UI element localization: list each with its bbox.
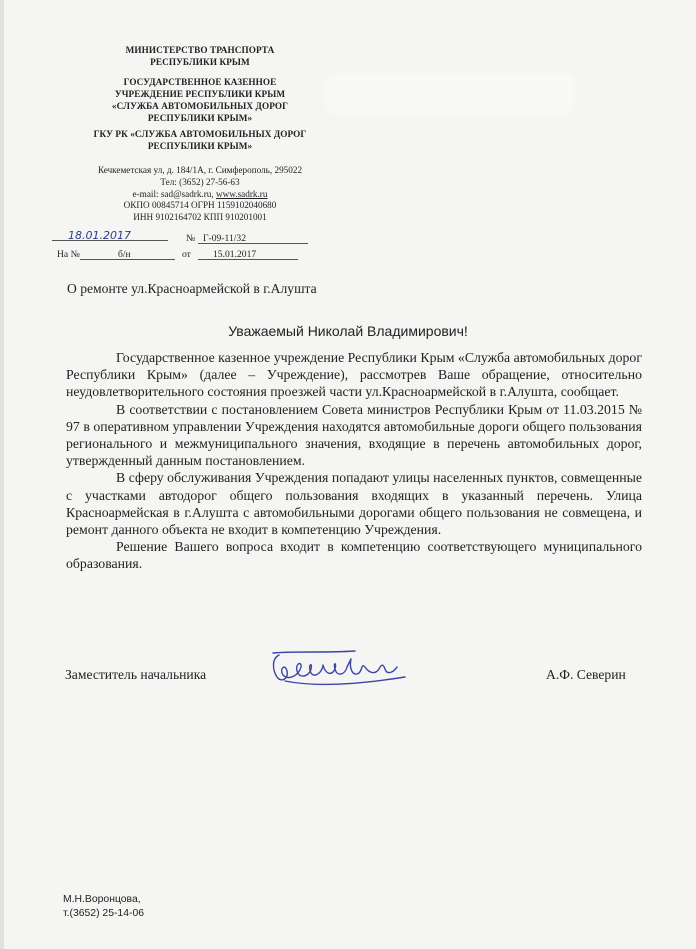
contact-block (55, 165, 345, 224)
in-reply-number: б/н (118, 249, 131, 260)
website-link[interactable]: www.sadrk.ru (216, 188, 268, 199)
codes: ОКПО 00845714 ОГРН 1159102040680 (123, 200, 277, 211)
signer-name: А.Ф. Северин (546, 667, 626, 682)
body-paragraph: Решение Вашего вопроса входит в компетенцию соответствующего муниципального образования. (66, 539, 642, 572)
executor-name: М.Н.Воронцова, (63, 894, 141, 905)
body-paragraph: В сферу обслуживания Учреждения попадают улицы населенных пунктов, совмещенные с участками автодорог общего пользования входящих в указанный перечень. Улица Красноармейская в г.Алушта с автомобильными дорогами общего пользования не совмещена, и ремонт данного объекта не входит в компетенцию Учреждения. (66, 470, 642, 538)
scan-edge (0, 0, 4, 949)
address: Кечкеметская ул, д. 184/1А, г. Симферополь, 295022 (97, 165, 303, 175)
institution-header (60, 76, 340, 124)
outgoing-number: Г-09-11/32 (203, 233, 247, 244)
ministry-line: РЕСПУБЛИКИ КРЫМ (150, 57, 250, 67)
ministry-line: МИНИСТЕРСТВО ТРАНСПОРТА (125, 45, 275, 55)
email: e-mail: sad@sadrk.ru, (132, 188, 216, 199)
institution-line: РЕСПУБЛИКИ КРЫМ» (147, 113, 253, 123)
from-label: от (182, 249, 191, 260)
short-name-line: ГКУ РК «СЛУЖБА АВТОМОБИЛЬНЫХ ДОРОГ (93, 129, 307, 139)
institution-line: ГОСУДАРСТВЕННОЕ КАЗЕННОЕ (123, 77, 277, 87)
phone: Тел: (3652) 27-56-63 (160, 176, 240, 187)
body-paragraph: В соответствии с постановлением Совета министров Республики Крым от 11.03.2015 № 97 в оперативном управлении Учреждения находятся автомобильные дороги общего пользования регионального и межмуниципального значения, входящие в перечень автомобильных дорог, утвержденный данным постановлением. (66, 401, 642, 469)
incoming-date: 15.01.2017 (213, 249, 257, 260)
signer-position: Заместитель начальника (65, 667, 207, 682)
redacted-recipient (330, 78, 570, 110)
inn: ИНН 9102164702 КПП 910201001 (133, 212, 267, 223)
in-reply-label: На № (57, 249, 80, 260)
greeting: Уважаемый Николай Владимирович! (228, 323, 468, 339)
handwritten-signature (265, 647, 415, 693)
short-name-line: РЕСПУБЛИКИ КРЫМ» (147, 141, 253, 151)
letter-body (66, 349, 642, 573)
institution-line: УЧРЕЖДЕНИЕ РЕСПУБЛИКИ КРЫМ (114, 89, 286, 99)
executor-phone: т.(3652) 25-14-06 (63, 908, 145, 919)
ministry-header (60, 44, 340, 68)
short-name-header (60, 128, 340, 152)
executor-block (63, 893, 144, 921)
email-line (55, 189, 345, 201)
number-label: № (186, 233, 196, 244)
handwritten-date: 18.01.2017 (68, 229, 131, 242)
letter-subject: О ремонте ул.Красноармейской в г.Алушта (67, 281, 317, 296)
body-paragraph: Государственное казенное учреждение Республики Крым «Служба автомобильных дорог Республики Крым» (далее – Учреждение), рассмотрев Ваше обращение, относительно неудовлетворительного состояния проезжей части ул.Красноармейской в г.Алушта, сообщает. (66, 350, 642, 400)
institution-line: «СЛУЖБА АВТОМОБИЛЬНЫХ ДОРОГ (111, 101, 289, 111)
